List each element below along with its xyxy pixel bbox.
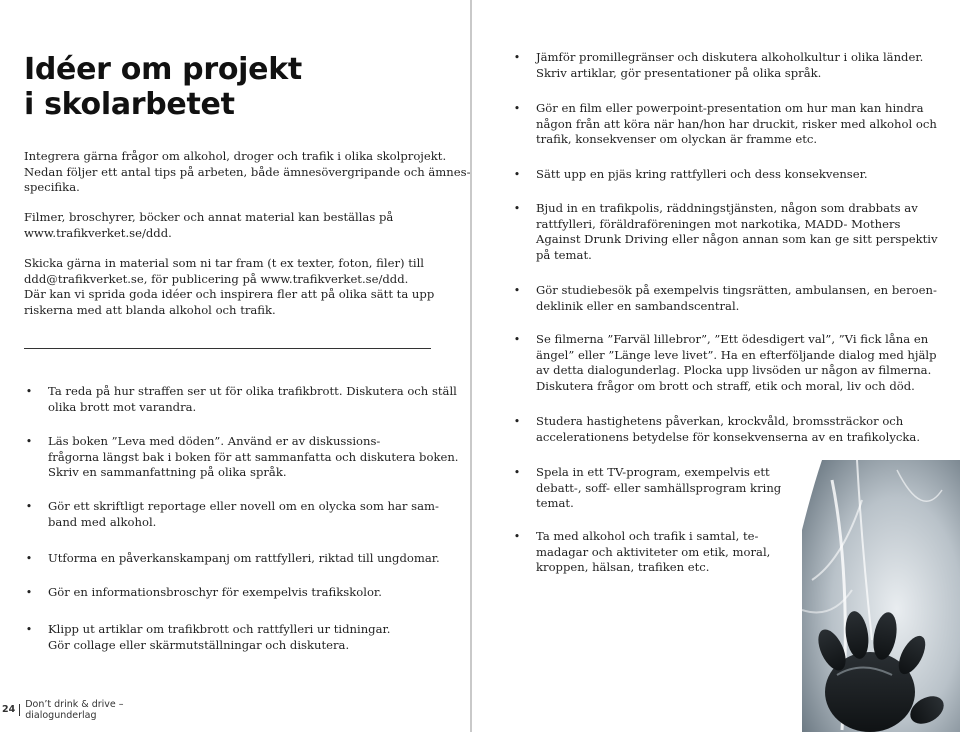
- bullet-text-line: någon från att köra när han/hon har druckit, risker med alkohol och: [536, 116, 937, 131]
- bullet-text-line: Studera hastighetens påverkan, krockvåld, bromssträckor och: [536, 414, 904, 428]
- bullet-text-line: Sätt upp en pjäs kring rattfylleri och dess konsekvenser.: [536, 167, 868, 181]
- bullet-icon: •: [513, 466, 521, 479]
- bullet-text-line: Gör collage eller skärmutställningar och diskutera.: [48, 637, 350, 652]
- bullet-text-line: Jämför promillegränser och diskutera alkoholkultur i olika länder.: [536, 50, 924, 64]
- bullet-text-line: ängel” eller ”Länge leve livet”. Ha en efterföljande dialog med hjälp: [536, 347, 937, 362]
- bullet-text-line: Gör studiebesök på exempelvis tingsrätten, ambulansen, en beroen-: [536, 283, 937, 297]
- bullet-item: [513, 101, 937, 148]
- bullet-item: [513, 529, 771, 576]
- bullet-icon: •: [513, 530, 521, 543]
- bullet-text-line: Utforma en påverkanskampanj om rattfylleri, riktad till ungdomar.: [48, 551, 440, 565]
- left-page: [0, 0, 470, 732]
- bullet-text-line: Skriv en sammanfattning på olika språk.: [48, 465, 287, 480]
- bullet-text-line: Gör ett skriftligt reportage eller novell om en olycka som har sam-: [48, 499, 439, 513]
- bullet-icon: •: [513, 415, 521, 428]
- bullet-text-line: Diskutera frågor om brott och straff, etik och moral, liv och död.: [536, 378, 915, 393]
- bullet-text-line: rattfylleri, föräldraföreningen mot narkotika, MADD- Mothers: [536, 216, 901, 231]
- page-title: Idéer om projekt i skolarbetet: [24, 52, 302, 122]
- bullet-text-line: Ta reda på hur straffen ser ut för olika trafikbrott. Diskutera och ställ: [48, 384, 457, 398]
- intro-paragraph-1: Integrera gärna frågor om alkohol, droger och trafik i olika skolprojekt. Nedan följer ett antal tips på arbeten, både ämnesövergripande och ämnes- specifika.: [24, 149, 471, 195]
- bullet-text-line: deklinik eller en sambandscentral.: [536, 298, 740, 313]
- bullet-item: [513, 283, 937, 314]
- bullet-text-line: Spela in ett TV-program, exempelvis ett: [536, 465, 770, 479]
- bullet-icon: •: [25, 552, 33, 565]
- bullet-item: [25, 585, 382, 601]
- hand-print-photo: [802, 460, 960, 732]
- bullet-text-line: accelerationens betydelse för konsekvenserna av en trafikolycka.: [536, 429, 921, 444]
- bullet-text-line: temat.: [536, 496, 574, 511]
- bullet-text-line: trafik, konsekvenser om olyckan är framme etc.: [536, 132, 818, 147]
- bullet-item: [25, 622, 391, 653]
- page-footer: [0, 698, 180, 722]
- footer-text: Don’t drink & drive – dialogunderlag: [25, 699, 124, 721]
- bullet-item: [25, 384, 457, 415]
- hand-print-image: [802, 460, 960, 732]
- bullet-icon: •: [25, 623, 33, 636]
- bullet-text-line: Gör en informationsbroschyr för exempelvis trafikskolor.: [48, 585, 382, 599]
- bullet-icon: •: [513, 51, 521, 64]
- bullet-item: [513, 167, 868, 183]
- bullet-icon: •: [25, 500, 33, 513]
- bullet-text-line: Klipp ut artiklar om trafikbrott och rattfylleri ur tidningar.: [48, 622, 391, 636]
- intro-paragraph-3: Skicka gärna in material som ni tar fram (t ex texter, foton, filer) till ddd@trafikverket.se, för publicering på www.trafikverket.se/ddd. Där kan vi sprida goda idéer och inspirera fler att på olika sätt ta upp riskerna med att blanda alkohol och trafik.: [24, 256, 435, 317]
- bullet-text-line: madagar och aktiviteter om etik, moral,: [536, 544, 771, 559]
- bullet-item: [25, 499, 439, 530]
- bullet-text-line: Ta med alkohol och trafik i samtal, te-: [536, 529, 759, 543]
- bullet-text-line: av detta dialogunderlag. Plocka upp livsöden ur någon av filmerna.: [536, 363, 932, 378]
- bullet-text-line: olika brott mot varandra.: [48, 399, 197, 414]
- bullet-icon: •: [513, 202, 521, 215]
- bullet-icon: •: [25, 435, 33, 448]
- bullet-item: [513, 50, 924, 81]
- bullet-icon: •: [513, 102, 521, 115]
- bullet-item: [513, 414, 921, 445]
- bullet-icon: •: [25, 385, 33, 398]
- bullet-item: [513, 201, 938, 263]
- bullet-text-line: Bjud in en trafikpolis, räddningstjänsten, någon som drabbats av: [536, 201, 918, 215]
- section-divider: [24, 348, 431, 349]
- bullet-text-line: Gör en film eller powerpoint-presentation om hur man kan hindra: [536, 101, 924, 115]
- bullet-text-line: Skriv artiklar, gör presentationer på olika språk.: [536, 65, 822, 80]
- bullet-text-line: band med alkohol.: [48, 514, 157, 529]
- bullet-item: [25, 551, 440, 567]
- intro-paragraph-2: Filmer, broschyrer, böcker och annat material kan beställas på www.trafikverket.se/ddd.: [24, 210, 394, 240]
- bullet-icon: •: [513, 168, 521, 181]
- bullet-icon: •: [513, 284, 521, 297]
- page-number: 24: [0, 704, 20, 716]
- bullet-icon: •: [25, 586, 33, 599]
- bullet-text-line: kroppen, hälsan, trafiken etc.: [536, 560, 710, 575]
- bullet-item: [513, 332, 937, 394]
- bullet-text-line: Se filmerna ”Farväl lillebror”, ”Ett ödesdigert val”, ”Vi fick låna en: [536, 332, 929, 346]
- bullet-item: [513, 465, 782, 512]
- bullet-text-line: Against Drunk Driving eller någon annan som kan ge sitt perspektiv: [536, 232, 938, 247]
- right-page: [472, 0, 960, 732]
- bullet-text-line: debatt-, soff- eller samhällsprogram kring: [536, 480, 782, 495]
- bullet-icon: •: [513, 333, 521, 346]
- bullet-text-line: Läs boken ”Leva med döden”. Använd er av diskussions-: [48, 434, 381, 448]
- bullet-text-line: på temat.: [536, 247, 592, 262]
- bullet-text-line: frågorna längst bak i boken för att sammanfatta och diskutera boken.: [48, 449, 459, 464]
- bullet-item: [25, 434, 459, 481]
